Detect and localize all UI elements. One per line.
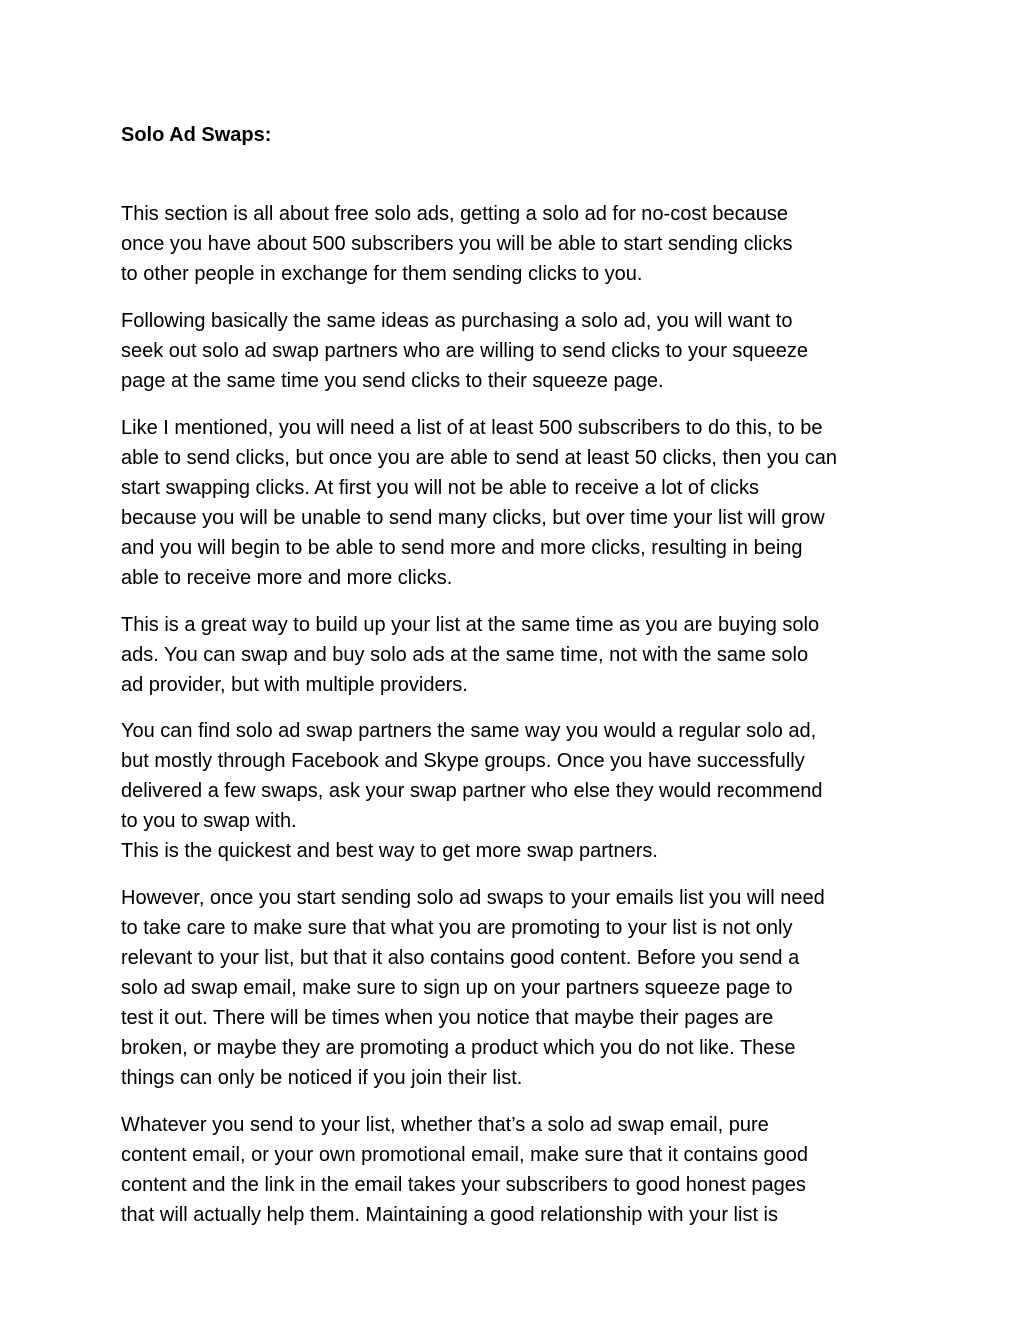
paragraph-line: This section is all about free solo ads, getting a solo ad for no-cost because [121, 203, 789, 225]
paragraph-line: solo ad swap email, make sure to sign up on your partners squeeze page to [121, 977, 793, 999]
paragraph-6 [121, 883, 825, 1093]
paragraph-line: to you to swap with. [121, 810, 297, 832]
paragraph-line: things can only be noticed if you join their list. [121, 1067, 523, 1089]
paragraph-line: delivered a few swaps, ask your swap partner who else they would recommend [121, 780, 823, 802]
paragraph-line: because you will be unable to send many clicks, but over time your list will grow [121, 507, 825, 529]
paragraph-line: to other people in exchange for them sending clicks to you. [121, 263, 643, 285]
paragraph-line: page at the same time you send clicks to their squeeze page. [121, 370, 664, 392]
paragraph-line: that will actually help them. Maintaining a good relationship with your list is [121, 1204, 779, 1226]
paragraph-line: content and the link in the email takes your subscribers to good honest pages [121, 1174, 806, 1196]
paragraph-line: ads. You can swap and buy solo ads at the same time, not with the same solo [121, 644, 809, 666]
paragraph-5 [121, 716, 822, 866]
paragraph-line: This is a great way to build up your list at the same time as you are buying solo [121, 614, 820, 636]
paragraph-line: able to send clicks, but once you are able to send at least 50 clicks, then you can [121, 447, 837, 469]
paragraph-7 [121, 1110, 808, 1230]
paragraph-line: and you will begin to be able to send more and more clicks, resulting in being [121, 537, 803, 559]
paragraph-2 [121, 306, 808, 396]
paragraph-line: ad provider, but with multiple providers. [121, 674, 468, 696]
paragraph-line: However, once you start sending solo ad swaps to your emails list you will need [121, 887, 825, 909]
paragraph-line: but mostly through Facebook and Skype groups. Once you have successfully [121, 750, 805, 772]
paragraph-line: once you have about 500 subscribers you will be able to start sending clicks [121, 233, 793, 255]
paragraph-line: able to receive more and more clicks. [121, 567, 453, 589]
paragraph-line: to take care to make sure that what you are promoting to your list is not only [121, 917, 793, 939]
paragraph-4 [121, 610, 819, 700]
paragraph-line: Like I mentioned, you will need a list of at least 500 subscribers to do this, to be [121, 417, 823, 439]
paragraph-1 [121, 199, 793, 289]
paragraph-line: broken, or maybe they are promoting a product which you do not like. These [121, 1037, 796, 1059]
paragraph-line: This is the quickest and best way to get more swap partners. [121, 840, 658, 862]
paragraph-line: test it out. There will be times when you notice that maybe their pages are [121, 1007, 774, 1029]
paragraph-line: Following basically the same ideas as purchasing a solo ad, you will want to [121, 310, 793, 332]
paragraph-line: Whatever you send to your list, whether that’s a solo ad swap email, pure [121, 1114, 769, 1136]
paragraph-line: content email, or your own promotional email, make sure that it contains good [121, 1144, 809, 1166]
paragraph-3 [121, 413, 837, 593]
paragraph-line: seek out solo ad swap partners who are willing to send clicks to your squeeze [121, 340, 809, 362]
paragraph-line: relevant to your list, but that it also contains good content. Before you send a [121, 947, 800, 969]
paragraph-line: You can find solo ad swap partners the same way you would a regular solo ad, [121, 720, 817, 742]
section-heading: Solo Ad Swaps: [121, 124, 272, 146]
paragraph-line: start swapping clicks. At first you will not be able to receive a lot of clicks [121, 477, 760, 499]
